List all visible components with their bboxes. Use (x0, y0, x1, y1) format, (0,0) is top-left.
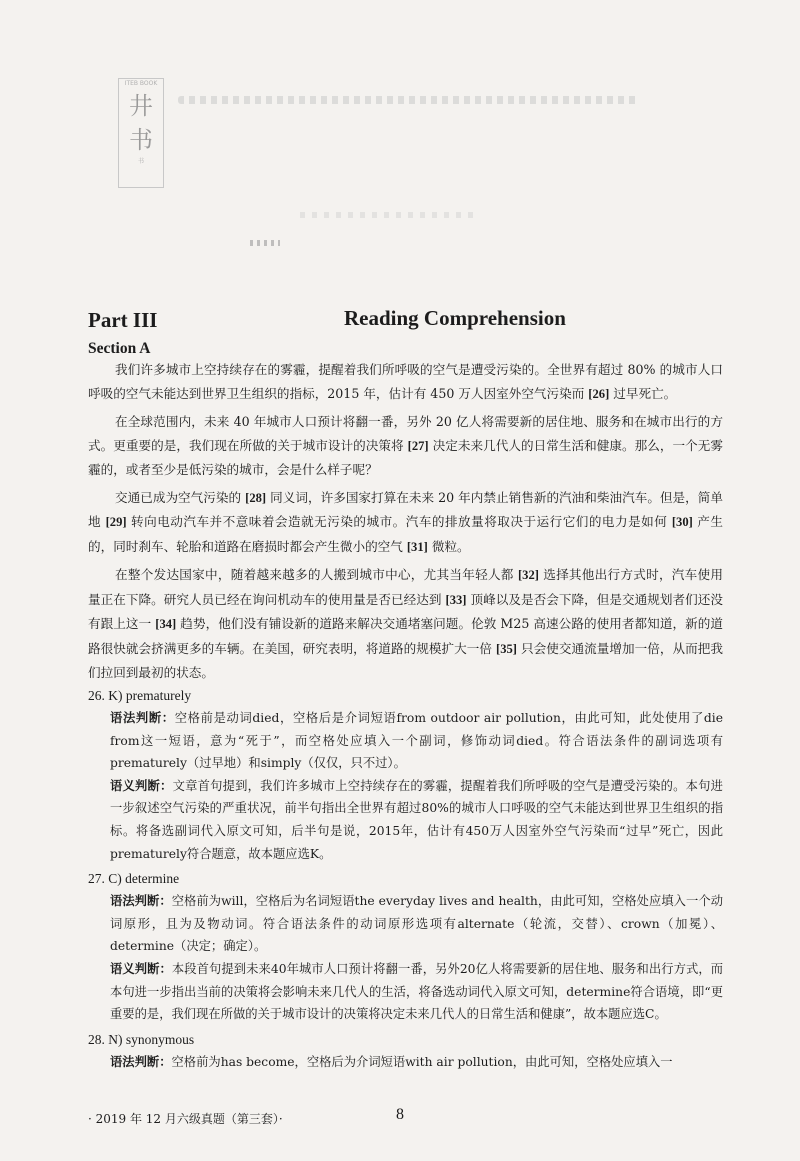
faded-header-dots (250, 240, 280, 246)
passage-text: 趋势，他们没有铺设新的道路来解决交通堵塞问题。伦敦 M25 高速公路的使用者都知道，新的道路很快就会挤满更多的车辆。在美国，研究表明，将道路的规模扩大一倍 (88, 616, 723, 656)
blank-number: [27] (407, 438, 429, 453)
blank-number: [33] (445, 592, 467, 607)
explanation-tag: 语义判断： (110, 777, 173, 793)
explanation-text: 文章首句提到，我们许多城市上空持续存在的雾霾，提醒着我们所呼吸的空气是遭受污染的。本句进一步叙述空气污染的严重状况，前半句指出全世界有超过80%的城市人口呼吸的空气未能达到世界卫生组织的指标。将备选副词代入原文可知，后半句是说，2015年，估计有450万人因室外空气污染而“过早”死亡，因此prematurely符合题意，故本题应选K。 (110, 778, 723, 861)
explanation-text: 本段首句提到未来40年城市人口预计将翻一番，另外20亿人将需要新的居住地、服务和出行方式，而本句进一步指出当前的决策将会影响未来几代人的生活，将备选动词代入原文可知，determine符合语境，即“更重要的是，我们现在所做的关于城市设计的决策将决定未来几代人的日常生活和健康”，故本题应选C。 (110, 961, 723, 1022)
passage-text: 微粒。 (427, 538, 470, 554)
blank-number: [34] (155, 617, 177, 631)
passage-text: 决定未来几代人的日常生活和健康。那么，一个无雾霾的，或者至少是低污染的城市，会是什么样子呢？ (88, 437, 723, 477)
passage-text: 同义词，许多国家打算在未来 20 年内禁止销售新的汽油和柴油汽车。但是，简单地 (88, 489, 723, 529)
passage-paragraph (88, 563, 723, 685)
blank-number: [26] (588, 386, 610, 401)
passage-paragraph (88, 486, 723, 560)
passage-text: 在整个发达国家中，随着越来越多的人搬到城市中心，尤其当年轻人都 (115, 567, 518, 582)
explanation-text: 空格前是动词died，空格后是介词短语from outdoor air pollution，由此可知，此处使用了die from这一短语，意为“死于”，而空格处应填入一个副词，修饰动词died。符合语法条件的副词选项有prematurely（过早地）和simply（仅仅，只不过）。 (110, 711, 723, 771)
footer-exam-info: · 2019 年 12 月六级真题（第三套）· (88, 1112, 283, 1126)
explanation-text: 空格前为has become，空格后为介词短语with air pollution，由此可知，空格处应填入一 (171, 1054, 673, 1069)
blank-number: [35] (496, 641, 517, 656)
passage-paragraph (88, 358, 723, 406)
page-number: 8 (396, 1106, 404, 1123)
blank-number: [29] (105, 515, 127, 529)
answer-heading: 27. C) determine (88, 871, 180, 887)
logo-small-text-bottom: 书 (137, 158, 144, 165)
blank-number: [32] (517, 568, 539, 582)
explanation-tag: 语法判断： (110, 1053, 172, 1069)
passage-text: 在全球范围内，未来 40 年城市人口预计将翻一番，另外 20 亿人将需要新的居住地、服务和在城市出行的方式。更重要的是，我们现在所做的关于城市设计的决策将 (88, 414, 723, 453)
answer-explanations (88, 682, 723, 1073)
explanation-tag: 语法判断： (110, 893, 172, 909)
blank-number: [31] (406, 539, 428, 554)
answer-heading: 26. K) prematurely (88, 688, 192, 703)
passage-text: 顶峰以及是否会下降，但是交通规划者们还没有跟上这一 (88, 591, 723, 631)
explanation-paragraph (110, 775, 723, 865)
logo-small-text-top: ITEB BOOK (124, 80, 158, 87)
faded-header-text (178, 96, 638, 104)
explanation-paragraph (110, 890, 723, 958)
explanation-paragraph (110, 958, 723, 1026)
part-title: Reading Comprehension (344, 306, 566, 330)
explanation-tag: 语法判断： (110, 710, 175, 725)
explanation-text: 空格前为will，空格后为名词短语the everyday lives and health，由此可知，空格处应填入一个动词原形，且为及物动词。符合语法条件的动词原形选项有alternate（轮流，交替）、crown（加冕）、determine（决定；确定）。 (110, 894, 723, 954)
blank-number: [30] (671, 515, 693, 529)
logo-char-bottom: 书 (129, 126, 153, 154)
explanation-paragraph (110, 1051, 723, 1074)
explanation-tag: 语义判断： (110, 960, 172, 976)
blank-number: [28] (245, 490, 267, 505)
passage-text: 转向电动汽车并不意味着会造就无污染的城市。汽车的排放量将取决于运行它们的电力是如何 (126, 514, 672, 529)
passage-text: 产生的，同时刹车、轮胎和道路在磨损时都会产生微小的空气 (88, 514, 723, 554)
passage-paragraph (88, 410, 723, 482)
logo-char-top: 井 (129, 92, 153, 120)
passage-text: 过早死亡。 (609, 385, 677, 401)
faded-header-text-2 (300, 212, 480, 218)
passage-text: 我们许多城市上空持续存在的雾霾，提醒着我们所呼吸的空气是遭受污染的。全世界有超过 80% 的城市人口呼吸的空气未能达到世界卫生组织的指标，2015 年，估计有 450 万人因室外空气污染而 (88, 362, 723, 401)
section-label: Section A (88, 340, 151, 357)
explanation-paragraph (110, 707, 723, 775)
passage-text: 交通已成为空气污染的 (115, 489, 246, 505)
passage-text: 只会使交通流量增加一倍，从而把我们拉回到最初的状态。 (88, 640, 723, 680)
answer-heading: 28. N) synonymous (88, 1031, 195, 1047)
part-label: Part III (88, 308, 158, 332)
passage-text: 选择其他出行方式时，汽车使用量正在下降。研究人员已经在询问机动车的使用量是否已经达到 (88, 567, 723, 607)
publisher-logo (118, 78, 164, 188)
translation-passage (88, 358, 723, 689)
